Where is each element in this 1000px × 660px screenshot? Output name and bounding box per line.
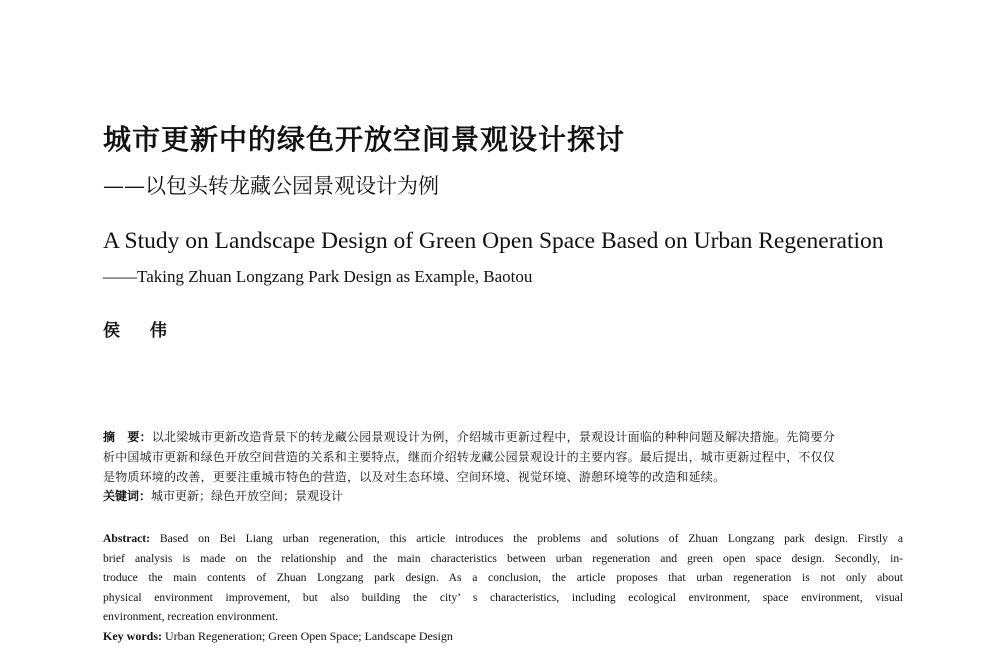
abstract-chinese-line <box>103 427 903 447</box>
abstract-english-line: environment, recreation environment. <box>103 610 279 624</box>
abstract-english-line: brief analysis is made on the relationship and the main characteristics between urban regeneration and green open space design. Secondly, in- <box>103 551 903 565</box>
abstract-english-label: Abstract: <box>103 532 151 545</box>
subtitle-chinese: ——以包头转龙藏公园景观设计为例 <box>103 174 439 198</box>
abstract-chinese-line: 析中国城市更新和绿色开放空间营造的关系和主要特点，继而介绍转龙藏公园景观设计的主要内容。最后提出，城市更新过程中，不仅仅 <box>103 450 836 464</box>
abstract-english-line: physical environment improvement, but also building the city’ s characteristics, including ecological environment, space environment, visual <box>103 590 903 604</box>
abstract-chinese-label: 摘 要： <box>103 430 152 444</box>
keywords-english-label: Key words: <box>103 629 162 643</box>
title-english: A Study on Landscape Design of Green Open Space Based on Urban Regeneration <box>103 228 884 254</box>
abstract-chinese-line: 是物质环境的改善，更要注重城市特色的营造，以及对生态环境、空间环境、视觉环境、游憩环境等的改造和延续。 <box>103 470 726 484</box>
abstract-english-line <box>103 529 903 549</box>
keywords-chinese-label: 关键词： <box>103 489 152 503</box>
author-name: 侯 伟 <box>103 321 179 341</box>
keywords-chinese-text: 城市更新；绿色开放空间；景观设计 <box>151 489 344 503</box>
abstract-chinese <box>103 427 903 487</box>
keywords-english-text: Urban Regeneration; Green Open Space; Landscape Design <box>165 629 453 643</box>
abstract-english-text: Based on Bei Liang urban regeneration, this article introduces the problems and solutions of Zhuan Longzang park design. Firstly a <box>159 532 903 545</box>
abstract-english-line: troduce the main contents of Zhuan Longzang park design. As a conclusion, the article proposes that urban regeneration is not only about <box>103 571 903 585</box>
keywords-english <box>103 629 903 644</box>
abstract-english <box>103 529 903 627</box>
abstract-chinese-text: 以北梁城市更新改造背景下的转龙藏公园景观设计为例，介绍城市更新过程中，景观设计面临的种种问题及解决措施。先简要分 <box>151 430 836 444</box>
title-chinese: 城市更新中的绿色开放空间景观设计探讨 <box>103 123 626 156</box>
subtitle-english: ——Taking Zhuan Longzang Park Design as Example, Baotou <box>103 267 533 286</box>
keywords-chinese <box>103 486 903 506</box>
